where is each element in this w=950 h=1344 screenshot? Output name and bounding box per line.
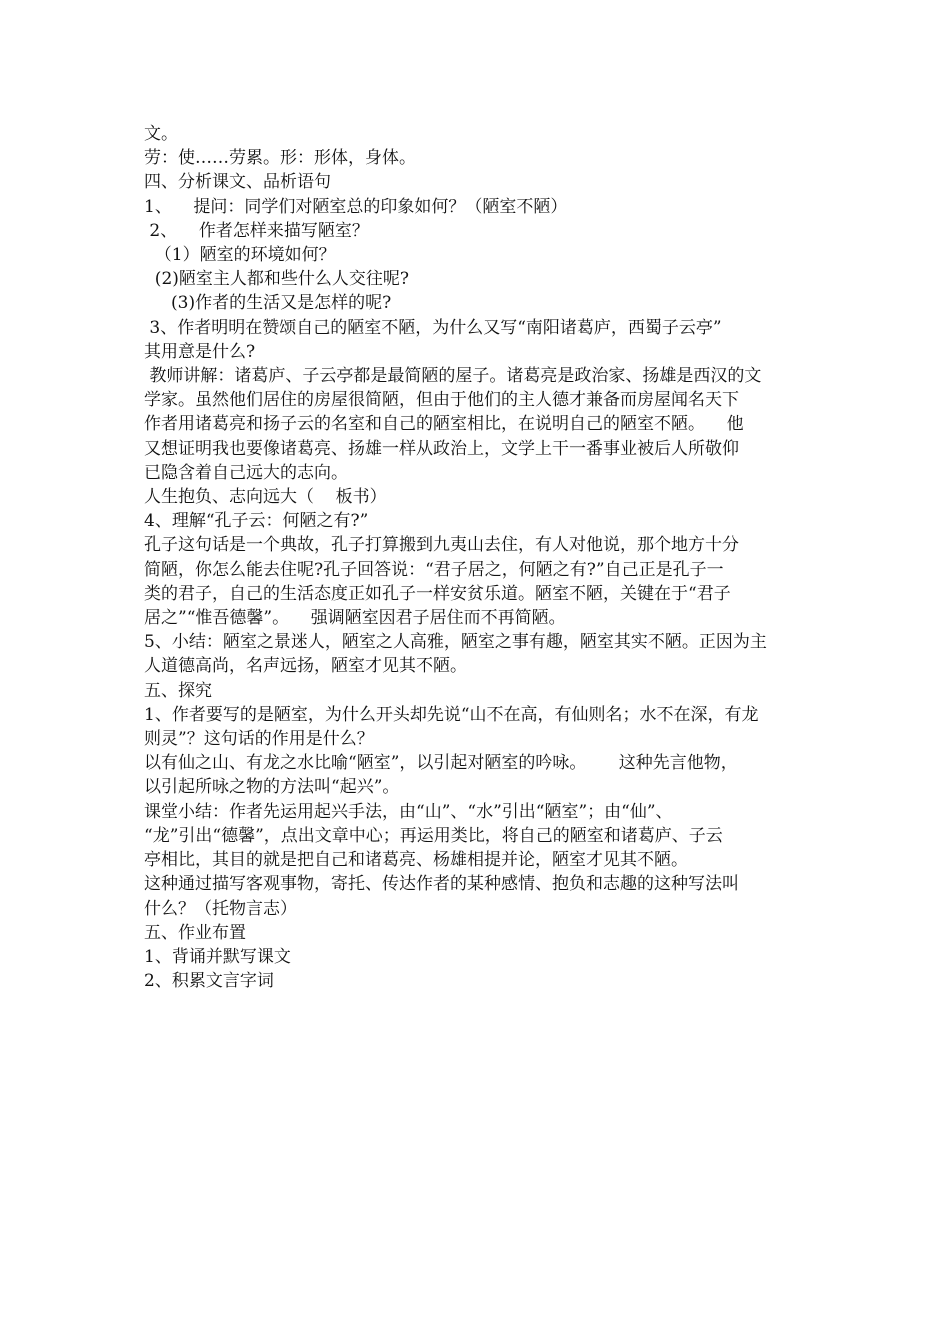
text-line: 文。 xyxy=(144,124,178,144)
text-line: 1、 提问：同学们对陋室总的印象如何？（陋室不陋） xyxy=(144,196,568,217)
text-line: 教师讲解：诸葛庐、子云亭都是最简陋的屋子。诸葛亮是政治家、扬雄是西汉的文 xyxy=(144,366,762,387)
text-line: (3)作者的生活又是怎样的呢? xyxy=(144,293,392,314)
text-line: 以引起所咏之物的方法叫“起兴”。 xyxy=(144,777,400,798)
text-line: (2)陋室主人都和些什么人交往呢? xyxy=(144,269,410,290)
section-heading: 四、分析课文、品析语句 xyxy=(144,172,331,193)
text-line: 课堂小结：作者先运用起兴手法，由“山”、“水”引出“陋室”；由“仙”、 xyxy=(144,801,673,822)
text-line: 以有仙之山、有龙之水比喻“陋室”，以引起对陋室的吟咏。 这种先言他物， xyxy=(144,753,738,774)
text-line: 5、小结：陋室之景迷人，陋室之人高雅，陋室之事有趣，陋室其实不陋。正因为主 xyxy=(144,632,767,653)
section-heading: 五、探究 xyxy=(144,680,212,701)
text-line: 居之”“惟吾德馨”。 强调陋室因君子居住而不再简陋。 xyxy=(144,608,566,629)
text-line: 人道德高尚，名声远扬，陋室才见其不陋。 xyxy=(144,656,467,677)
text-line: 已隐含着自己远大的志向。 xyxy=(144,462,348,483)
text-line: 又想证明我也要像诸葛亮、扬雄一样从政治上，文学上干一番事业被后人所敬仰 xyxy=(144,438,739,459)
text-line: 2、 作者怎样来描写陋室？ xyxy=(144,220,369,241)
text-line: 其用意是什么? xyxy=(144,341,256,362)
text-line: 什么？（托物言志） xyxy=(144,898,297,919)
text-line: 学家。虽然他们居住的房屋很简陋，但由于他们的主人德才兼备而房屋闻名天下 xyxy=(144,390,739,411)
text-line: 作者用诸葛亮和扬子云的名室和自己的陋室相比，在说明自己的陋室不陋。 他 xyxy=(144,414,744,435)
text-line: 2、积累文言字词 xyxy=(144,971,274,992)
text-line: 则灵”？这句话的作用是什么？ xyxy=(144,729,374,750)
text-line: 孔子这句话是一个典故，孔子打算搬到九夷山去住，有人对他说，那个地方十分 xyxy=(144,535,739,556)
text-line: 这种通过描写客观事物，寄托、传达作者的某种感情、抱负和志趣的这种写法叫 xyxy=(144,874,739,895)
text-line: 1、作者要写的是陋室，为什么开头却先说“山不在高，有仙则名；水不在深，有龙 xyxy=(144,704,759,725)
text-line: 1、背诵并默写课文 xyxy=(144,946,291,967)
text-line: 人生抱负、志向远大（ 板书） xyxy=(144,487,387,508)
text-line: “龙”引出“德馨”，点出文章中心；再运用类比，将自己的陋室和诸葛庐、子云 xyxy=(144,825,723,846)
document-body xyxy=(144,122,812,993)
text-line: 3、作者明明在赞颂自己的陋室不陋，为什么又写“南阳诸葛庐，西蜀子云亭” xyxy=(144,317,722,338)
text-line: 劳：使……劳累。形：形体，身体。 xyxy=(144,148,416,169)
section-heading: 五、作业布置 xyxy=(144,922,246,943)
text-line: （1）陋室的环境如何？ xyxy=(144,245,336,266)
text-line: 亭相比，其目的就是把自己和诸葛亮、杨雄相提并论，陋室才见其不陋。 xyxy=(144,850,688,871)
text-line: 4、理解“孔子云：何陋之有?” xyxy=(144,511,369,532)
text-line: 简陋，你怎么能去住呢?孔子回答说：“君子居之，何陋之有?”自己正是孔子一 xyxy=(144,559,724,580)
text-line: 类的君子，自己的生活态度正如孔子一样安贫乐道。陋室不陋，关键在于“君子 xyxy=(144,583,731,604)
